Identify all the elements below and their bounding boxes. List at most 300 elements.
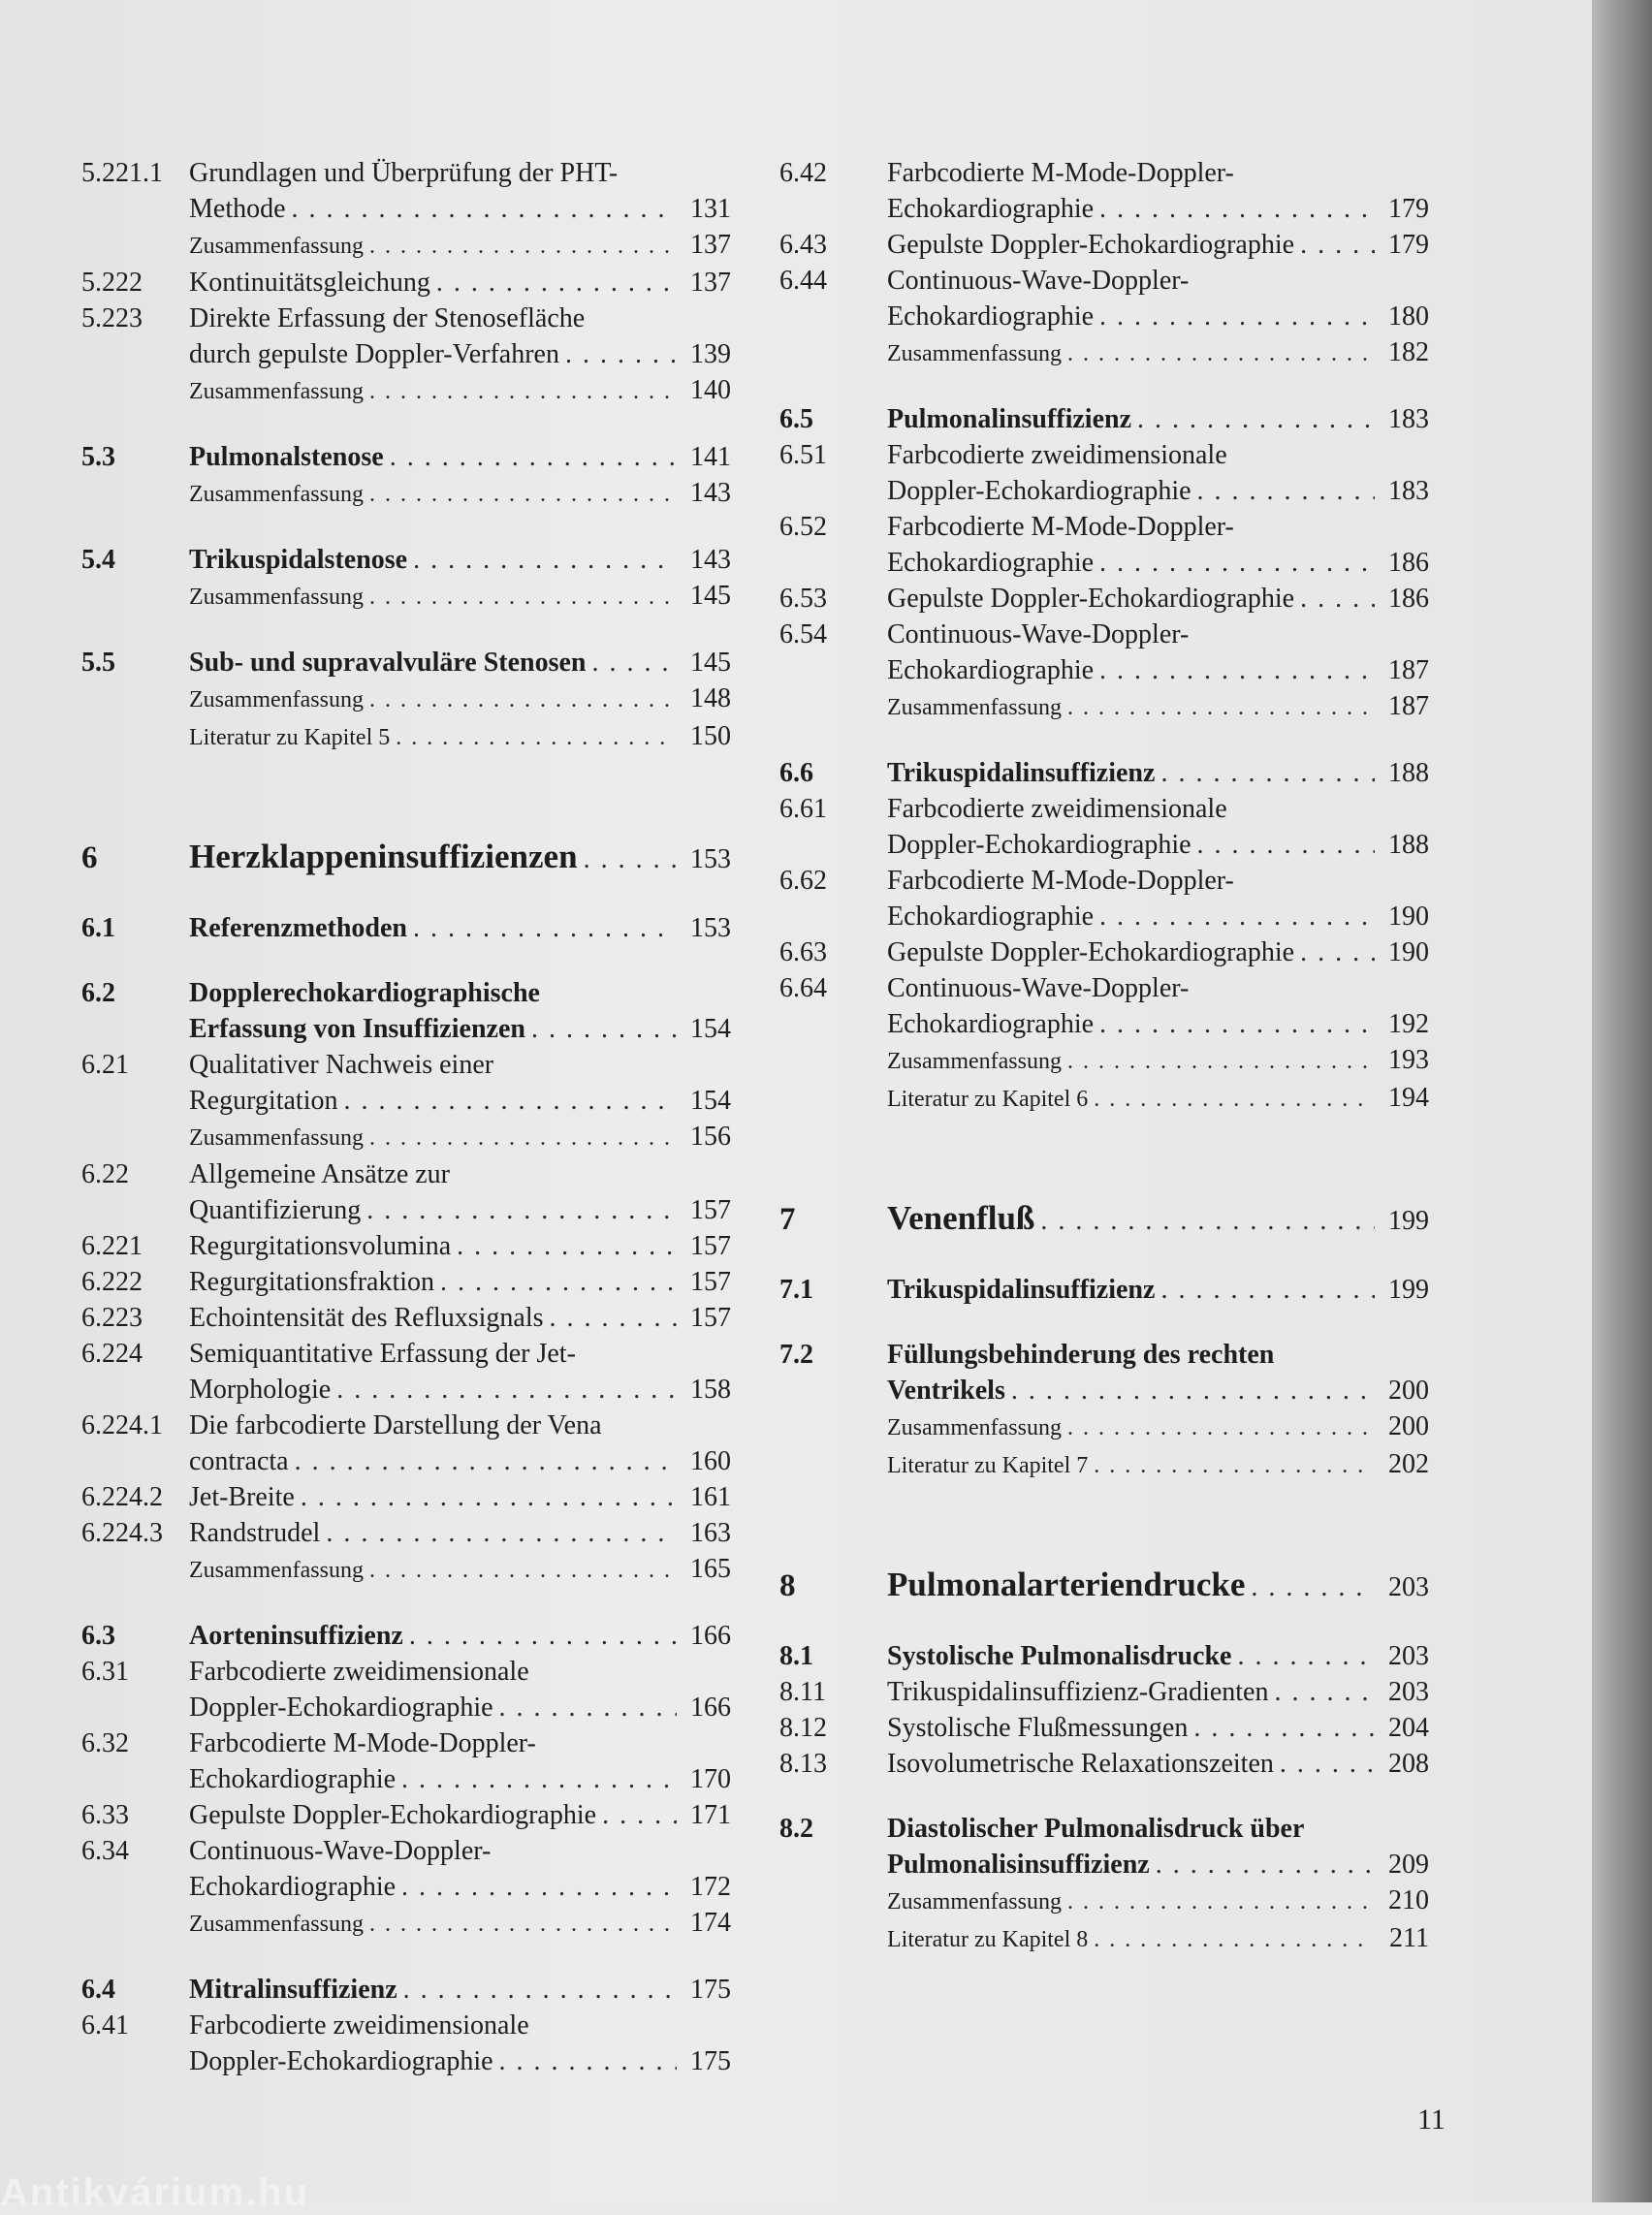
toc-entry-page: 208 (1388, 1749, 1429, 1779)
toc-entry (81, 372, 731, 410)
toc-entry (779, 1080, 1429, 1118)
toc-entry-title-line: Gepulste Doppler-Echokardiographie (887, 230, 1295, 260)
toc-entry-number: 6.224 (81, 1339, 143, 1369)
dot-leader (457, 1228, 677, 1264)
dot-leader (1099, 652, 1375, 688)
toc-entry-page: 200 (1388, 1376, 1429, 1406)
toc-entry-number: 6.22 (81, 1159, 129, 1189)
toc-entry-page: 179 (1388, 194, 1429, 224)
toc-entry-page: 140 (690, 375, 731, 405)
toc-entry-page: 186 (1388, 584, 1429, 614)
dot-leader (369, 1121, 677, 1156)
toc-entry (779, 263, 1429, 334)
toc-entry-title-line: Semiquantitative Erfassung der Jet- (189, 1339, 576, 1369)
dot-leader (1094, 1922, 1375, 1958)
dot-leader (1040, 1200, 1375, 1243)
toc-entry-title-line: Continuous-Wave-Doppler- (887, 619, 1190, 649)
toc-entry-number: 6.224.3 (81, 1518, 163, 1548)
toc-entry-number: 6.31 (81, 1657, 129, 1687)
toc-entry (779, 1197, 1429, 1243)
toc-entry-page: 166 (690, 1621, 731, 1651)
toc-entry-page: 163 (690, 1518, 731, 1548)
toc-entry-title-line: Echokardiographie (887, 655, 1095, 685)
toc-entry-title-line: Erfassung von Insuffizienzen (189, 1014, 525, 1044)
toc-entry-title-line: Herzklappeninsuffizienzen (189, 838, 578, 875)
toc-entry-number: 8.13 (779, 1749, 827, 1779)
toc-entry-title-line: Echokardiographie (887, 301, 1095, 332)
dot-leader (403, 1972, 677, 2008)
dot-leader (336, 1372, 677, 1408)
toc-entry-page: 203 (1388, 1641, 1429, 1671)
dot-leader (1156, 1847, 1375, 1883)
dot-leader (1099, 545, 1375, 581)
toc-entry (81, 578, 731, 616)
dot-leader (1067, 690, 1375, 726)
toc-entry-page: 137 (690, 268, 731, 298)
toc-entry (81, 475, 731, 513)
toc-entry-number: 5.223 (81, 303, 143, 333)
dot-leader (301, 1479, 677, 1515)
toc-entry-number: 6.41 (81, 2010, 129, 2041)
toc-entry-page: 183 (1388, 404, 1429, 434)
toc-entry (779, 1337, 1429, 1408)
toc-entry-page: 148 (690, 683, 731, 713)
toc-entry (81, 1551, 731, 1589)
page-number: 11 (1417, 2104, 1446, 2136)
toc-entry-title-line: Quantifizierung (189, 1195, 362, 1225)
dot-leader (396, 720, 677, 756)
toc-entry-title-line: Zusammenfassung (887, 1889, 1062, 1914)
toc-entry-page: 175 (690, 1975, 731, 2005)
toc-entry-title-line: Jet-Breite (189, 1482, 295, 1512)
toc-entry-title-line: Sub- und supravalvuläre Stenosen (189, 648, 587, 678)
toc-right-column (779, 155, 1429, 1958)
toc-entry-page: 139 (690, 339, 731, 369)
toc-entry (779, 863, 1429, 934)
toc-entry-number: 6.61 (779, 794, 827, 824)
toc-entry-title-line: Echokardiographie (887, 194, 1095, 224)
toc-entry-number: 5.4 (81, 545, 115, 575)
toc-entry-title-line: durch gepulste Doppler-Verfahren (189, 339, 559, 369)
toc-entry (81, 1479, 731, 1515)
toc-entry-title-line: Literatur zu Kapitel 6 (887, 1087, 1089, 1112)
toc-entry-number: 6.221 (81, 1231, 143, 1261)
dot-leader (1011, 1373, 1375, 1408)
toc-entry-title-line: Gepulste Doppler-Echokardiographie (887, 584, 1295, 614)
toc-entry-page: 161 (690, 1482, 731, 1512)
toc-entry-title-line: Regurgitation (189, 1086, 338, 1116)
toc-entry-page: 157 (690, 1231, 731, 1261)
toc-entry-title-line: Füllungsbehinderung des rechten (887, 1340, 1275, 1370)
dot-leader (292, 191, 677, 227)
dot-leader (369, 229, 677, 265)
toc-entry-title-line: Farbcodierte zweidimensionale (887, 794, 1227, 824)
dot-leader (1197, 473, 1375, 509)
toc-entry (81, 1515, 731, 1551)
toc-entry (779, 970, 1429, 1042)
dot-leader (584, 839, 677, 881)
toc-entry-page: 145 (690, 581, 731, 611)
dot-leader (1274, 1674, 1375, 1710)
toc-entry-number: 8 (779, 1568, 796, 1603)
toc-entry-number: 6.44 (779, 266, 827, 296)
toc-entry-number: 6.21 (81, 1050, 129, 1080)
dot-leader (1067, 336, 1375, 372)
toc-entry (81, 1156, 731, 1228)
toc-entry (779, 1883, 1429, 1920)
toc-entry-title-line: Literatur zu Kapitel 5 (189, 725, 391, 750)
toc-entry-page: 166 (690, 1693, 731, 1723)
toc-entry-page: 199 (1388, 1275, 1429, 1305)
toc-entry-page: 145 (690, 648, 731, 678)
toc-entry-title-line: Farbcodierte zweidimensionale (887, 440, 1227, 470)
toc-entry-title-line: Echokardiographie (189, 1872, 397, 1902)
dot-leader (1160, 755, 1375, 791)
toc-entry (779, 688, 1429, 726)
toc-entry (779, 581, 1429, 617)
toc-entry-title-line: Farbcodierte zweidimensionale (189, 1657, 529, 1687)
toc-entry-title-line: Pulmonalinsuffizienz (887, 404, 1132, 434)
toc-entry-number: 7.2 (779, 1340, 813, 1370)
toc-entry-number: 5.3 (81, 442, 115, 472)
toc-entry-title-line: Zusammenfassung (189, 585, 364, 610)
toc-entry (779, 1710, 1429, 1746)
toc-entry-number: 6.43 (779, 230, 827, 260)
toc-entry-number: 6.63 (779, 937, 827, 967)
toc-entry-title-line: Farbcodierte M-Mode-Doppler- (887, 866, 1234, 896)
dot-leader (369, 1553, 677, 1589)
toc-entry-number: 6.1 (81, 913, 115, 943)
toc-entry-page: 157 (690, 1303, 731, 1333)
toc-entry-title-line: Regurgitationsfraktion (189, 1267, 434, 1297)
toc-entry-page: 211 (1389, 1923, 1429, 1953)
toc-entry (81, 1725, 731, 1797)
toc-entry (81, 718, 731, 756)
toc-entry-title-line: Zusammenfassung (887, 1049, 1062, 1074)
toc-entry-title-line: Literatur zu Kapitel 8 (887, 1927, 1089, 1952)
toc-entry (81, 1797, 731, 1833)
dot-leader (326, 1515, 677, 1551)
dot-leader (413, 542, 677, 578)
toc-entry (779, 1042, 1429, 1080)
dot-leader (413, 910, 677, 946)
toc-entry-page: 194 (1388, 1083, 1429, 1113)
dot-leader (602, 1797, 677, 1833)
toc-left-column (81, 155, 731, 2079)
toc-entry-number: 7 (779, 1202, 796, 1237)
dot-leader (1099, 899, 1375, 934)
toc-entry-page: 157 (690, 1195, 731, 1225)
dot-leader (369, 477, 677, 513)
toc-entry (81, 155, 731, 227)
dot-leader (1137, 401, 1375, 437)
toc-entry (81, 301, 731, 372)
watermark: Antikvárium.hu (0, 2171, 310, 2214)
toc-entry-title-line: Methode (189, 194, 286, 224)
toc-entry-number: 6.3 (81, 1621, 115, 1651)
toc-entry-page: 175 (690, 2046, 731, 2076)
toc-entry-page: 203 (1388, 1677, 1429, 1707)
dot-leader (1094, 1082, 1375, 1118)
toc-entry-number: 6.34 (81, 1836, 129, 1866)
toc-entry-page: 183 (1388, 476, 1429, 506)
toc-entry-title-line: Doppler-Echokardiographie (189, 1693, 493, 1723)
toc-entry-page: 143 (690, 545, 731, 575)
toc-entry-page: 165 (690, 1554, 731, 1584)
dot-leader (592, 645, 678, 680)
toc-entry-page: 143 (690, 478, 731, 508)
toc-entry (779, 334, 1429, 372)
dot-leader (440, 1264, 677, 1300)
dot-leader (366, 1192, 677, 1228)
toc-entry (81, 836, 731, 881)
toc-entry-page: 172 (690, 1872, 731, 1902)
toc-entry-title-line: Zusammenfassung (189, 234, 364, 259)
toc-entry-title-line: Morphologie (189, 1375, 332, 1405)
toc-entry-number: 6.5 (779, 404, 813, 434)
dot-leader (1280, 1746, 1375, 1782)
toc-entry-title-line: Echokardiographie (887, 902, 1095, 932)
toc-entry-number: 6.223 (81, 1303, 143, 1333)
toc-entry-title-line: Referenzmethoden (189, 913, 407, 943)
toc-entry (81, 2008, 731, 2079)
toc-entry (81, 1264, 731, 1300)
toc-entry-page: 209 (1388, 1850, 1429, 1880)
toc-entry-number: 6.2 (81, 978, 115, 1008)
toc-entry-title-line: Randstrudel (189, 1518, 321, 1548)
toc-entry-number: 6.6 (779, 758, 813, 788)
toc-entry (81, 439, 731, 475)
toc-entry-number: 5.222 (81, 268, 143, 298)
toc-entry-title-line: Grundlagen und Überprüfung der PHT- (189, 158, 619, 188)
toc-entry (779, 617, 1429, 688)
toc-entry (779, 1746, 1429, 1782)
toc-entry-page: 202 (1388, 1449, 1429, 1479)
toc-entry-title-line: Zusammenfassung (189, 1558, 364, 1583)
toc-entry-title-line: Mitralinsuffizienz (189, 1975, 397, 2005)
toc-entry-title-line: Echokardiographie (189, 1764, 397, 1794)
toc-entry-title-line: Doppler-Echokardiographie (189, 2046, 493, 2076)
toc-entry-page: 157 (690, 1267, 731, 1297)
toc-entry-number: 6.52 (779, 512, 827, 542)
toc-entry-title-line: Kontinuitätsgleichung (189, 268, 430, 298)
toc-entry (81, 1300, 731, 1336)
toc-entry-page: 131 (690, 194, 731, 224)
toc-entry-title-line: Echointensität des Refluxsignals (189, 1303, 544, 1333)
toc-entry (779, 155, 1429, 227)
dot-leader (531, 1011, 677, 1047)
toc-entry-number: 6.32 (81, 1728, 129, 1758)
dot-leader (1099, 191, 1375, 227)
toc-entry (81, 910, 731, 946)
dot-leader (409, 1618, 677, 1654)
dot-leader (369, 580, 677, 616)
toc-entry-number: 6.53 (779, 584, 827, 614)
toc-entry (779, 791, 1429, 863)
toc-entry (81, 542, 731, 578)
toc-entry (81, 1047, 731, 1119)
toc-entry-page: 154 (690, 1086, 731, 1116)
toc-entry-title-line: Continuous-Wave-Doppler- (887, 973, 1190, 1003)
toc-entry (779, 1446, 1429, 1484)
toc-entry-title-line: Systolische Pulmonalisdrucke (887, 1641, 1232, 1671)
toc-entry-number: 6.42 (779, 158, 827, 188)
toc-entry-title-line: Continuous-Wave-Doppler- (189, 1836, 492, 1866)
toc-entry (779, 1920, 1429, 1958)
toc-entry-number: 5.221.1 (81, 158, 163, 188)
toc-entry-number: 6.224.2 (81, 1482, 163, 1512)
toc-entry-title-line: Farbcodierte zweidimensionale (189, 2010, 529, 2041)
toc-entry-title-line: Pulmonalisinsuffizienz (887, 1850, 1150, 1880)
toc-entry (81, 1119, 731, 1156)
toc-entry-title-line: Echokardiographie (887, 1009, 1095, 1039)
book-edge-shadow (1592, 0, 1652, 2202)
toc-entry-page: 158 (690, 1375, 731, 1405)
toc-entry-number: 8.2 (779, 1814, 813, 1844)
dot-leader (401, 1761, 677, 1797)
toc-entry-number: 6.62 (779, 866, 827, 896)
dot-leader (401, 1869, 677, 1905)
toc-entry-page: 193 (1388, 1045, 1429, 1075)
toc-entry-title-line: Die farbcodierte Darstellung der Vena (189, 1410, 602, 1440)
toc-entry (779, 755, 1429, 791)
toc-entry-number: 6.64 (779, 973, 827, 1003)
dot-leader (369, 1907, 677, 1943)
toc-entry-title-line: Regurgitationsvolumina (189, 1231, 452, 1261)
toc-entry-number: 6 (81, 840, 98, 875)
toc-entry-title-line: Aorteninsuffizienz (189, 1621, 403, 1651)
toc-entry (779, 1272, 1429, 1308)
toc-entry-title-line: Qualitativer Nachweis einer (189, 1050, 494, 1080)
toc-entry-title-line: Farbcodierte M-Mode-Doppler- (887, 512, 1234, 542)
toc-entry-page: 200 (1388, 1411, 1429, 1441)
toc-entry-title-line: Gepulste Doppler-Echokardiographie (887, 937, 1295, 967)
toc-entry (81, 680, 731, 718)
toc-entry-page: 153 (690, 913, 731, 943)
toc-entry-number: 6.33 (81, 1800, 129, 1830)
toc-entry (81, 227, 731, 265)
toc-entry (779, 1408, 1429, 1446)
toc-entry-page: 192 (1388, 1009, 1429, 1039)
toc-entry-page: 190 (1388, 902, 1429, 932)
toc-entry-title-line: Echokardiographie (887, 548, 1095, 578)
toc-entry-title-line: Pulmonalstenose (189, 442, 384, 472)
toc-entry-title-line: Isovolumetrische Relaxationszeiten (887, 1749, 1274, 1779)
dot-leader (1193, 1710, 1375, 1746)
toc-entry (779, 227, 1429, 263)
toc-entry-title-line: Venenfluß (887, 1199, 1035, 1237)
toc-entry (81, 1833, 731, 1905)
toc-entry-title-line: Zusammenfassung (189, 1912, 364, 1937)
toc-entry-page: 154 (690, 1014, 731, 1044)
toc-entry-title-line: Zusammenfassung (189, 482, 364, 507)
toc-entry-title-line: Trikuspidalinsuffizienz-Gradienten (887, 1677, 1269, 1707)
toc-entry-page: 174 (690, 1908, 731, 1938)
toc-entry (81, 1972, 731, 2008)
toc-entry-page: 156 (690, 1122, 731, 1152)
toc-entry-number: 7.1 (779, 1275, 813, 1305)
dot-leader (1237, 1638, 1375, 1674)
dot-leader (1300, 934, 1375, 970)
dot-leader (1067, 1884, 1375, 1920)
toc-entry-number: 5.5 (81, 648, 115, 678)
dot-leader (295, 1443, 677, 1479)
dot-leader (390, 439, 677, 475)
toc-entry (779, 1674, 1429, 1710)
toc-entry (81, 1654, 731, 1725)
toc-entry-title-line: Continuous-Wave-Doppler- (887, 266, 1190, 296)
toc-entry-page: 187 (1388, 691, 1429, 721)
toc-entry-title-line: Zusammenfassung (189, 687, 364, 712)
toc-entry (81, 1228, 731, 1264)
dot-leader (565, 336, 677, 372)
toc-entry-page: 170 (690, 1764, 731, 1794)
dot-leader (550, 1300, 678, 1336)
toc-entry (81, 1618, 731, 1654)
toc-entry-page: 150 (690, 721, 731, 751)
dot-leader (1197, 827, 1375, 863)
toc-entry-number: 8.12 (779, 1713, 827, 1743)
toc-entry (779, 509, 1429, 581)
dot-leader (499, 2043, 677, 2079)
toc-entry (81, 645, 731, 680)
toc-entry (81, 975, 731, 1047)
toc-entry-number: 6.51 (779, 440, 827, 470)
toc-entry-title-line: Trikuspidalinsuffizienz (887, 1275, 1156, 1305)
toc-entry-title-line: Farbcodierte M-Mode-Doppler- (887, 158, 1234, 188)
toc-entry-number: 8.11 (779, 1677, 826, 1707)
toc-entry-page: 210 (1388, 1885, 1429, 1915)
toc-entry-title-line: Dopplerechokardiographische (189, 978, 540, 1008)
toc-entry (779, 1811, 1429, 1883)
toc-entry-number: 8.1 (779, 1641, 813, 1671)
toc-entry-title-line: Pulmonalarteriendrucke (887, 1566, 1246, 1603)
toc-entry-title-line: Trikuspidalinsuffizienz (887, 758, 1156, 788)
toc-entry-title-line: Allgemeine Ansätze zur (189, 1159, 451, 1189)
toc-entry (81, 1905, 731, 1943)
toc-entry-title-line: Systolische Flußmessungen (887, 1713, 1189, 1743)
toc-entry-page: 190 (1388, 937, 1429, 967)
toc-entry-page: 171 (690, 1800, 731, 1830)
toc-entry-title-line: Trikuspidalstenose (189, 545, 408, 575)
toc-entry-title-line: Gepulste Doppler-Echokardiographie (189, 1800, 597, 1830)
toc-entry-title-line: Ventrikels (887, 1376, 1005, 1406)
toc-entry-page: 179 (1388, 230, 1429, 260)
toc-entry-title-line: Literatur zu Kapitel 7 (887, 1453, 1089, 1478)
toc-entry-title-line: Diastolischer Pulmonalisdruck über (887, 1814, 1305, 1844)
toc-entry-page: 180 (1388, 301, 1429, 332)
toc-entry-number: 6.224.1 (81, 1410, 163, 1440)
toc-entry-page: 186 (1388, 548, 1429, 578)
toc-entry-page: 188 (1388, 758, 1429, 788)
toc-entry-page: 182 (1388, 337, 1429, 367)
toc-entry-number: 6.222 (81, 1267, 143, 1297)
toc-entry (779, 437, 1429, 509)
toc-entry (81, 265, 731, 301)
toc-entry-page: 204 (1388, 1713, 1429, 1743)
dot-leader (1094, 1448, 1375, 1484)
toc-entry-page: 160 (690, 1446, 731, 1476)
toc-entry-title-line: Zusammenfassung (189, 379, 364, 404)
dot-leader (1099, 1006, 1375, 1042)
toc-entry (81, 1408, 731, 1479)
toc-entry (779, 1564, 1429, 1609)
toc-entry-title-line: Zusammenfassung (887, 1415, 1062, 1440)
dot-leader (499, 1690, 677, 1725)
toc-entry-title-line: Farbcodierte M-Mode-Doppler- (189, 1728, 536, 1758)
dot-leader (1300, 581, 1375, 617)
dot-leader (1251, 1566, 1375, 1609)
